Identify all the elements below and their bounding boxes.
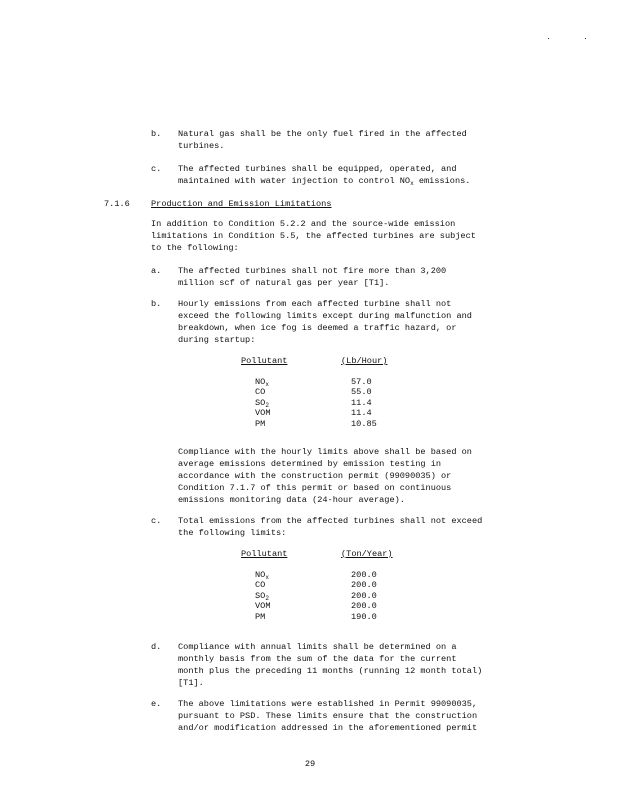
compliance-text (178, 446, 472, 506)
text-line: turbines. (178, 141, 225, 151)
text-line: In addition to Condition 5.2.2 and the source-wide emission (151, 219, 456, 229)
limit-value: 10.85 (351, 418, 377, 429)
pollutant: VOM (255, 408, 271, 418)
limit-value: 190.0 (351, 611, 377, 622)
text-line: to the following: (151, 243, 239, 253)
limit-value: 55.0 (351, 387, 372, 397)
table-row (241, 601, 421, 612)
text-line: Condition 7.1.7 of this permit or based on continuous (178, 483, 452, 493)
item-text (178, 698, 477, 734)
pollutant: PM (255, 418, 266, 429)
limit-value: 200.0 (351, 601, 377, 611)
table-row (241, 591, 421, 602)
subscript: x (410, 180, 414, 187)
item-text (178, 515, 482, 539)
text-line: exceed the following limits except during malfunction and (178, 311, 472, 321)
limit-value: 11.4 (351, 397, 372, 408)
table-row (241, 612, 421, 623)
text-line: Compliance with annual limits shall be determined on a (178, 642, 457, 652)
text-line: pursuant to PSD. These limits ensure that the construction (178, 711, 478, 721)
text-line: breakdown, when ice fog is deemed a traffic hazard, or (178, 323, 457, 333)
pollutant: SO (255, 397, 266, 408)
subscript: 2 (265, 594, 269, 602)
text-line: the following limits: (178, 528, 287, 538)
text-line: The above limitations were established in Permit 99090035, (178, 699, 478, 709)
section-title: Production and Emission Limitations (151, 199, 332, 209)
subscript: 2 (265, 401, 269, 409)
text-line: The affected turbines shall be equipped, operated, and (178, 164, 457, 174)
table-row (241, 408, 421, 419)
text-line: limitations in Condition 5.5, the affected turbines are subject (151, 231, 476, 241)
scan-speck (548, 38, 549, 39)
item-text (178, 298, 472, 346)
table-header (241, 549, 421, 560)
item-text (178, 641, 482, 689)
table-row (241, 398, 421, 409)
text-line: Hourly emissions from each affected turbine shall not (178, 299, 452, 309)
pollutant: SO (255, 590, 266, 601)
item-label: b. (151, 129, 162, 139)
text-line: average emissions determined by emission testing in (178, 459, 442, 469)
table-row (241, 580, 421, 591)
item-label: a. (151, 266, 162, 276)
pollutant: CO (255, 387, 266, 397)
column-header: Pollutant (241, 356, 288, 366)
text-line: month plus the preceding 11 months (running 12 month total) (178, 666, 483, 676)
subscript: x (265, 380, 269, 388)
limit-value: 200.0 (351, 569, 377, 580)
limit-value: 200.0 (351, 590, 377, 601)
text-line: and/or modification addressed in the aforementioned permit (178, 723, 478, 733)
item-label: d. (151, 642, 162, 652)
column-header: (Lb/Hour) (341, 356, 388, 366)
pollutant: CO (255, 580, 266, 590)
text-line: emissions monitoring data (24-hour average). (178, 495, 405, 505)
column-header: (Ton/Year) (341, 549, 393, 559)
column-header: Pollutant (241, 549, 288, 559)
scan-speck (585, 38, 586, 39)
item-text (178, 163, 470, 187)
annual-limits-table (241, 549, 421, 622)
limit-value: 57.0 (351, 376, 372, 387)
table-row (241, 419, 421, 430)
limit-value: 11.4 (351, 408, 372, 418)
section-intro (151, 218, 476, 254)
pollutant: NO (255, 569, 266, 580)
text-line: [T1]. (178, 678, 204, 688)
table-row (241, 377, 421, 388)
page-number: 29 (304, 759, 316, 769)
pollutant: NO (255, 376, 266, 387)
limit-value: 200.0 (351, 580, 377, 590)
table-row (241, 387, 421, 398)
text-line: The affected turbines shall not fire more than 3,200 (178, 266, 447, 276)
text-line: Compliance with the hourly limits above shall be based on (178, 447, 472, 457)
pollutant: VOM (255, 601, 271, 611)
pollutant: PM (255, 611, 266, 622)
item-label: c. (151, 516, 162, 526)
text-line (178, 175, 470, 187)
text-line: Natural gas shall be the only fuel fired in the affected (178, 129, 467, 139)
text-line: during startup: (178, 335, 256, 345)
text-fragment: emissions. (413, 176, 471, 186)
item-label: e. (151, 699, 162, 709)
text-fragment: maintained with water injection to control NO (178, 176, 411, 186)
text-line: accordance with the construction permit (99090035) or (178, 471, 452, 481)
hourly-limits-table (241, 356, 421, 429)
item-text (178, 265, 446, 289)
table-header (241, 356, 421, 367)
table-row (241, 570, 421, 581)
text-line: monthly basis from the sum of the data for the current (178, 654, 457, 664)
subscript: x (265, 573, 269, 581)
item-text (178, 128, 467, 152)
text-line: million scf of natural gas per year [T1]. (178, 278, 390, 288)
section-number: 7.1.6 (104, 199, 130, 209)
item-label: b. (151, 299, 162, 309)
text-line: Total emissions from the affected turbines shall not exceed (178, 516, 483, 526)
item-label: c. (151, 164, 162, 174)
